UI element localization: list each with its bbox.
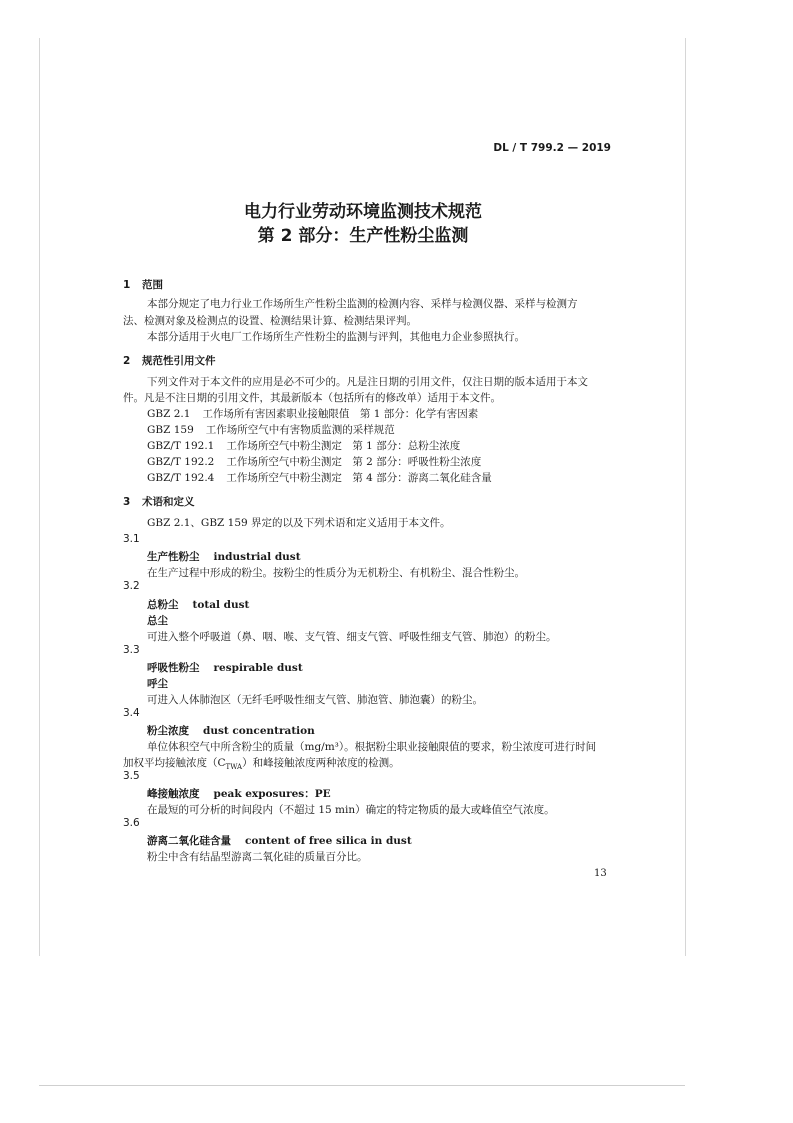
document-title: 电力行业劳动环境监测技术规范	[244, 202, 482, 222]
term-zh: 生产性粉尘	[147, 551, 200, 563]
page-number: 13	[594, 868, 607, 879]
normative-reference	[147, 438, 460, 453]
term-en: industrial dust	[213, 551, 301, 563]
paragraph: 本部分适用于火电厂工作场所生产性粉尘的监测与评判，其他电力企业参照执行。	[147, 331, 525, 343]
term-en: dust concentration	[203, 725, 315, 737]
term-heading	[147, 597, 249, 612]
definition-text: 加权平均接触浓度（C	[123, 757, 226, 769]
term-number: 3.5	[123, 770, 140, 782]
paragraph: 件。凡是不注日期的引用文件，其最新版本（包括所有的修改单）适用于本文件。	[123, 392, 501, 404]
subscript: TWA	[225, 763, 243, 772]
reference-title: 工作场所空气中粉尘测定 第 2 部分：呼吸性粉尘浓度	[226, 456, 482, 468]
term-en: respirable dust	[213, 662, 303, 674]
term-number: 3.3	[123, 644, 140, 656]
paragraph: 法、检测对象及检测点的设置、检测结果计算、检测结果评判。	[123, 315, 417, 327]
section-2-heading	[123, 353, 216, 368]
section-3-heading	[123, 494, 195, 509]
term-zh: 粉尘浓度	[147, 725, 189, 737]
term-definition-cont	[123, 755, 400, 771]
reference-code: GBZ 2.1	[147, 408, 191, 420]
term-zh: 游离二氧化硅含量	[147, 835, 231, 847]
reference-title: 工作场所空气中粉尘测定 第 4 部分：游离二氧化硅含量	[226, 472, 492, 484]
term-heading	[147, 833, 412, 848]
paragraph: 下列文件对于本文件的应用是必不可少的。凡是注日期的引用文件，仅注日期的版本适用于本文	[147, 376, 588, 388]
section-title: 范围	[142, 279, 163, 291]
left-margin-line	[39, 38, 40, 956]
term-zh: 峰接触浓度	[147, 788, 200, 800]
term-zh: 呼吸性粉尘	[147, 662, 200, 674]
term-heading	[147, 660, 303, 675]
term-definition: 在生产过程中形成的粉尘。按粉尘的性质分为无机粉尘、有机粉尘、混合性粉尘。	[147, 567, 525, 579]
section-number: 3	[123, 496, 131, 508]
reference-code: GBZ/T 192.1	[147, 440, 215, 452]
right-margin-line	[685, 38, 686, 956]
term-en: total dust	[192, 599, 250, 611]
document-code: DL / T 799.2 — 2019	[493, 142, 611, 154]
term-definition: 可进入整个呼吸道（鼻、咽、喉、支气管、细支气管、呼吸性细支气管、肺泡）的粉尘。	[147, 631, 557, 643]
normative-reference	[147, 406, 478, 421]
term-number: 3.6	[123, 817, 140, 829]
normative-reference	[147, 454, 481, 469]
reference-title: 工作场所空气中粉尘测定 第 1 部分：总粉尘浓度	[226, 440, 461, 452]
normative-reference	[147, 470, 492, 485]
term-heading	[147, 786, 331, 801]
document-subtitle: 第 2 部分：生产性粉尘监测	[257, 226, 469, 246]
term-alias: 呼尘	[147, 678, 168, 690]
term-definition: 在最短的可分析的时间段内（不超过 15 min）确定的特定物质的最大或峰值空气浓度。	[147, 804, 555, 816]
section-1-heading	[123, 277, 163, 292]
term-definition: 粉尘中含有结晶型游离二氧化硅的质量百分比。	[147, 851, 368, 863]
section-title: 规范性引用文件	[142, 355, 216, 367]
reference-title: 工作场所有害因素职业接触限值 第 1 部分：化学有害因素	[202, 408, 479, 420]
term-number: 3.1	[123, 533, 140, 545]
term-number: 3.4	[123, 707, 140, 719]
term-definition: 可进入人体肺泡区（无纤毛呼吸性细支气管、肺泡管、肺泡囊）的粉尘。	[147, 694, 483, 706]
term-en: content of free silica in dust	[245, 835, 412, 847]
normative-reference	[147, 422, 395, 437]
term-alias: 总尘	[147, 615, 168, 627]
section-title: 术语和定义	[142, 496, 195, 508]
section-number: 2	[123, 355, 131, 367]
bottom-rule	[39, 1085, 685, 1086]
term-zh: 总粉尘	[147, 599, 179, 611]
section-number: 1	[123, 279, 131, 291]
paragraph: 本部分规定了电力行业工作场所生产性粉尘监测的检测内容、采样与检测仪器、采样与检测方	[147, 298, 578, 310]
term-definition: 单位体积空气中所含粉尘的质量（mg/m³）。根据粉尘职业接触限值的要求，粉尘浓度可进行时间	[147, 741, 597, 753]
term-en: peak exposures：PE	[213, 788, 331, 800]
reference-code: GBZ/T 192.4	[147, 472, 215, 484]
definition-text: ）和峰接触浓度两种浓度的检测。	[242, 757, 400, 769]
term-heading	[147, 723, 315, 738]
term-heading	[147, 549, 301, 564]
reference-title: 工作场所空气中有害物质监测的采样规范	[205, 424, 395, 436]
term-number: 3.2	[123, 580, 140, 592]
reference-code: GBZ 159	[147, 424, 194, 436]
reference-code: GBZ/T 192.2	[147, 456, 215, 468]
paragraph: GBZ 2.1、GBZ 159 界定的以及下列术语和定义适用于本文件。	[147, 517, 451, 529]
